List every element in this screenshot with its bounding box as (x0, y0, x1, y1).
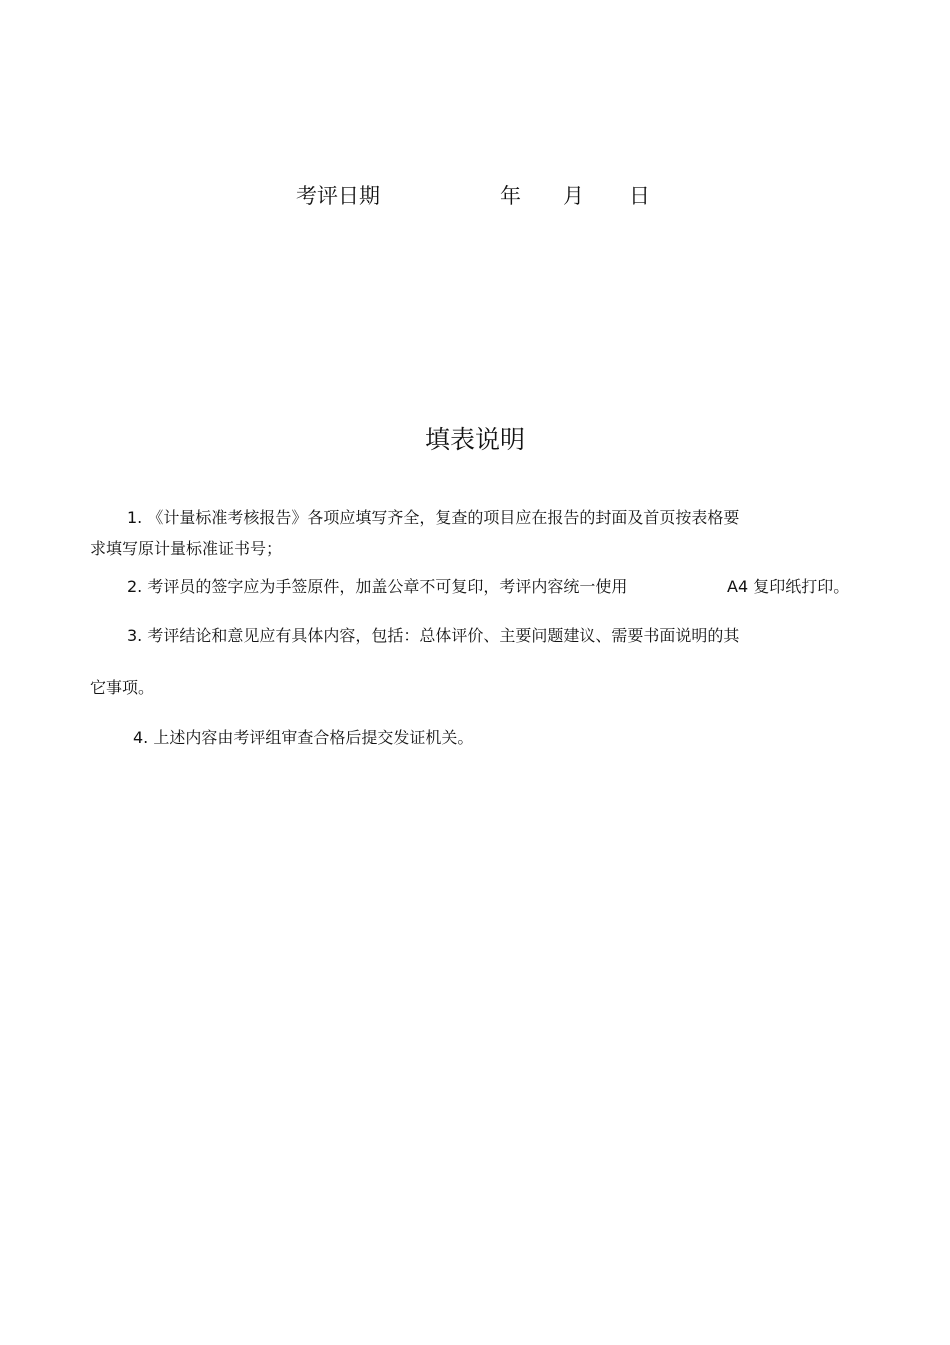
date-day-label: 日 (629, 184, 650, 208)
instruction-item-3-line-1: 3. 考评结论和意见应有具体内容，包括：总体评价、主要问题建议、需要书面说明的其 (127, 626, 740, 645)
instructions-title: 填表说明 (424, 425, 525, 454)
assessment-date-line (296, 180, 676, 212)
instruction-item-4: 4. 上述内容由考评组审查合格后提交发证机关。 (133, 728, 474, 747)
instruction-item-2: 2. 考评员的签字应为手签原件，加盖公章不可复印，考评内容统一使用 (127, 577, 628, 596)
assessment-date-label: 考评日期 (296, 184, 380, 208)
instruction-item-1-line-1: 1. 《计量标准考核报告》各项应填写齐全，复查的项目应在报告的封面及首页按表格要 (127, 508, 740, 527)
instruction-item-1-line-2: 求填写原计量标准证书号； (90, 539, 283, 558)
instruction-item-2-tail: A4 复印纸打印。 (727, 577, 850, 596)
instruction-item-3-line-2: 它事项。 (90, 678, 155, 697)
date-month-label: 月 (563, 184, 584, 208)
date-year-label: 年 (500, 184, 521, 208)
